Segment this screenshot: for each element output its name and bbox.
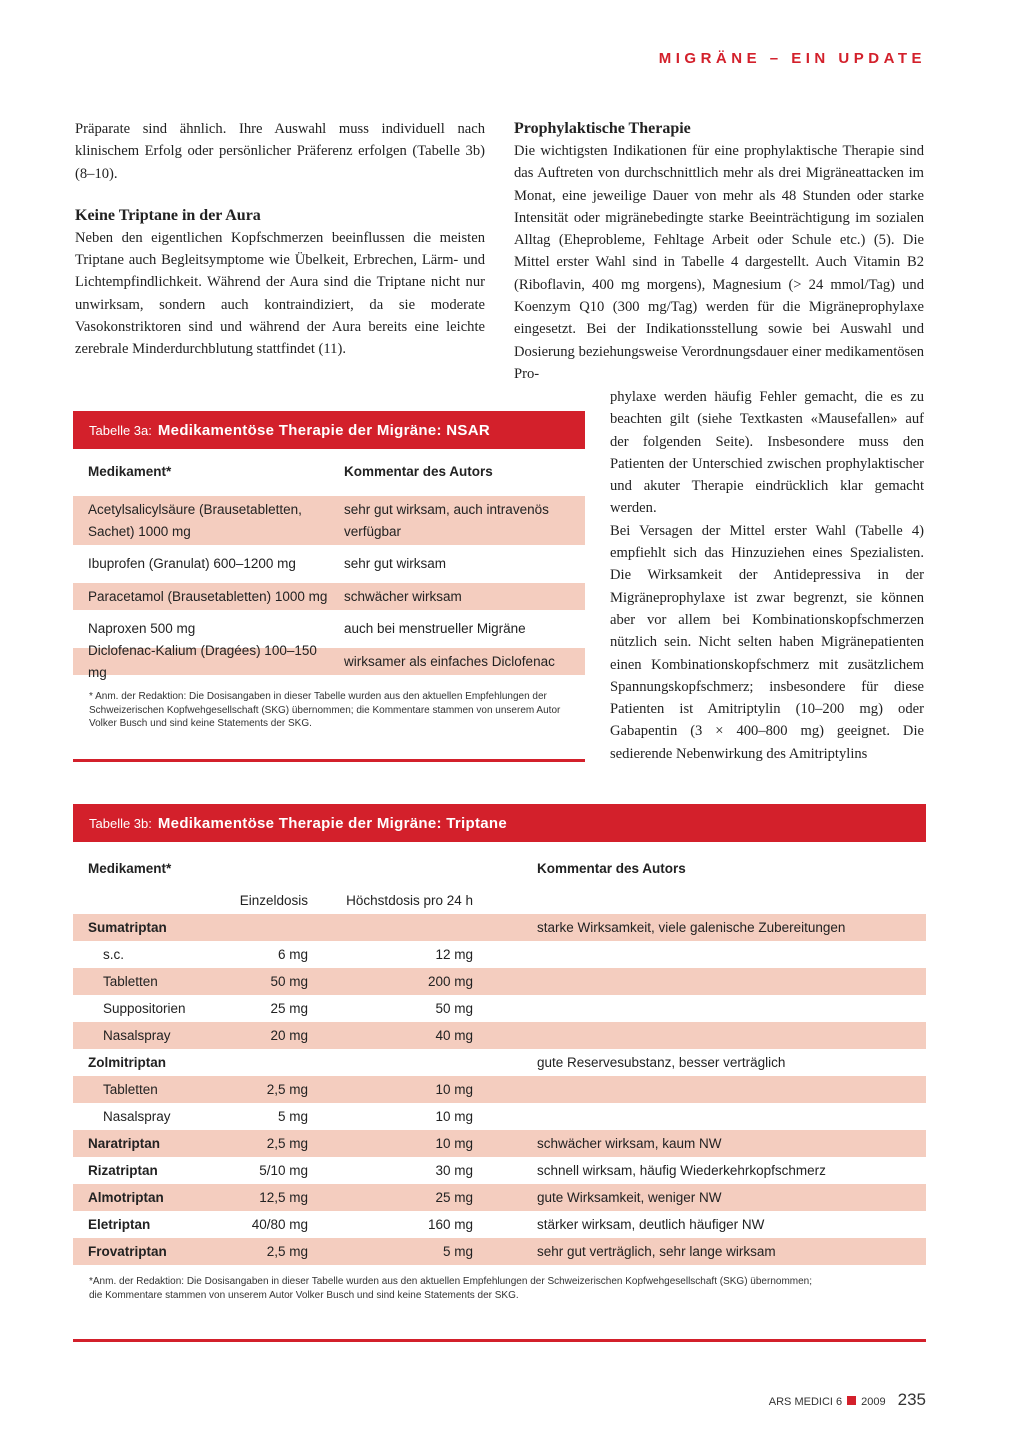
table-cell-comment: gute Reservesubstanz, besser verträglich [537,1055,786,1070]
running-head: MIGRÄNE – EIN UPDATE [658,50,926,67]
table-cell-max-dose: 160 mg [427,1217,473,1232]
table-3b-header [73,804,926,842]
table-cell-name: Sumatriptan [88,920,167,935]
table-cell-single-dose: 2,5 mg [266,1244,308,1259]
table-cell-single-dose: 2,5 mg [266,1082,308,1097]
table-cell-med: Ibuprofen (Granulat) 600–1200 mg [88,556,296,571]
right-column-top [514,118,924,385]
table-cell-comment: schwächer wirksam, kaum NW [537,1136,722,1151]
page-footer [769,1390,926,1410]
table-cell-comment: gute Wirksamkeit, weniger NW [537,1190,722,1205]
table-cell-name: Frovatriptan [88,1244,167,1259]
table-cell-comment: sehr gut wirksam [344,556,447,571]
table-cell-max-dose: 10 mg [435,1082,473,1097]
table-cell-single-dose: 25 mg [270,1001,308,1016]
table-cell-comment: sehr gut verträglich, sehr lange wirksam [537,1244,776,1259]
table-row [73,968,926,995]
table-row [73,1076,926,1103]
table-cell-med: Diclofenac-Kalium (Dragées) 100–150 mg [88,642,317,680]
table-cell-med: Paracetamol (Brausetabletten) 1000 mg [88,588,328,604]
table-3b-footnote-line-1: *Anm. der Redaktion: Die Dosisangaben in dieser Tabelle wurden aus den aktuellen Empfehlungen der Schweizerischen Kopfwehgesellschaft (SKG) übernommen; [89,1276,813,1287]
table-3a-title: Medikamentöse Therapie der Migräne: NSAR [157,421,490,439]
right-paragraph-1b: phylaxe werden häufig Fehler gemacht, die es zu beachten gilt (siehe Textkasten «Mausefallen» auf der folgenden Seite). Insbesondere muss den Patienten der Unterschied zwischen prophylaktischer und akuter Therapie eindrücklich klar gemacht werden. [610,389,924,517]
table-row [73,1103,926,1130]
table-row [73,1157,926,1184]
table-cell-single-dose: 5/10 mg [259,1163,308,1178]
table-cell-name: s.c. [103,947,125,962]
table-row [73,1049,926,1076]
table-row [73,941,926,968]
table-3a [73,449,585,731]
table-row [73,1184,926,1211]
table-3a-footnote: * Anm. der Redaktion: Die Dosisangaben in dieser Tabelle wurden aus den aktuellen Empfehlungen der Schweizerischen Kopfwehgesellschaft (SKG) übernommen; die Kommentare stammen von unserem Autor Volker Busch und sind keine Statements der SKG. [89,691,561,729]
table-cell-med: Acetylsalicylsäure (Brausetabletten, Sachet) 1000 mg [88,501,302,539]
table-3a-bottom-rule [73,759,585,762]
table-cell-max-dose: 12 mg [435,947,473,962]
table-3b-col-hoechstdosis: Höchstdosis pro 24 h [346,893,473,908]
table-row [73,583,585,611]
table-3b-footnote-line-2: die Kommentare stammen von unserem Autor Volker Busch und sind keine Statements der SKG. [89,1290,519,1301]
table-cell-name: Eletriptan [88,1217,151,1232]
table-3a-col-medikament: Medikament* [88,464,172,479]
table-cell-max-dose: 25 mg [435,1190,473,1205]
right-paragraph-1: Die wichtigsten Indikationen für eine prophylaktische Therapie sind das Auftreten von durchschnittlich mehr als drei Migräneattacken im Monat, eine jeweilige Dauer von mehr als 48 Stunden oder starke Intensität oder migränebedingte starke Beeinträchtigung im sozialen Alltag (Eheprobleme, Fehltage Arbeit oder Schule etc.) (5). Die Mittel erster Wahl sind in Tabelle 4 dargestellt. Auch Vitamin B2 (Riboflavin, 400 mg morgens), Magnesium (> 24 mmol/Tag) und Koenzym Q10 (300 mg/Tag) werden für die Migräneprophylaxe eingesetzt. Bei der Indikationsstellung sowie bei Auswahl und Dosierung beziehungsweise Verordnungsdauer einer medikamentösen Pro- [514,143,924,382]
section-heading-prophylaxis: Prophylaktische Therapie [514,120,691,137]
table-3b [73,842,926,1303]
footer-journal: ARS MEDICI 6 [768,1396,843,1408]
table-cell-single-dose: 40/80 mg [251,1217,308,1232]
page-number: 235 [897,1390,926,1409]
table-row [73,1211,926,1238]
footer-year: 2009 [861,1396,886,1408]
right-column-wrap [610,386,924,765]
table-cell-name: Rizatriptan [88,1163,158,1178]
table-cell-single-dose: 50 mg [270,974,308,989]
table-cell-name: Nasalspray [103,1109,171,1124]
left-paragraph-1: Präparate sind ähnlich. Ihre Auswahl muss individuell nach klinischem Erfolg oder persönlicher Präferenz erfolgen (Tabelle 3b) (8–10). [75,121,485,182]
table-cell-name: Zolmitriptan [88,1055,166,1070]
left-column [75,118,485,361]
table-row [73,995,926,1022]
table-cell-name: Tabletten [103,974,158,989]
table-row [73,1022,926,1049]
table-cell-max-dose: 10 mg [435,1109,473,1124]
table-cell-name: Suppositorien [103,1001,186,1016]
table-row [73,1130,926,1157]
table-cell-single-dose: 6 mg [277,947,308,962]
right-paragraph-2: Bei Versagen der Mittel erster Wahl (Tabelle 4) empfiehlt sich das Hinzuziehen eines Spezialisten. Die Wirksamkeit der Antidepressiva in der Migräneprophylaxe ist zwar begrenzt, sie können aber vor allem bei Kombinationskopfschmerzen nützlich sein. Nicht selten haben Migränepatienten einen Kombinationskopfschmerz mit zusätzlichem Spannungskopfschmerz; insbesondere für diese Patienten ist Amitriptylin (10–200 mg) oder Gabapentin (3 × 400–800 mg) geeignet. Die sedierende Nebenwirkung des Amitriptylins [610,522,924,762]
table-3b-dose-headers [73,878,926,914]
table-cell-single-dose: 5 mg [277,1109,308,1124]
table-cell-name: Naratriptan [88,1136,161,1151]
table-cell-name: Nasalspray [103,1028,171,1043]
table-3b-col-medikament: Medikament* [88,861,172,876]
table-row [73,642,585,680]
table-cell-comment: stärker wirksam, deutlich häufiger NW [537,1217,765,1232]
table-cell-comment: schwächer wirksam [344,588,462,604]
table-3a-column-headers [73,449,585,496]
table-cell-max-dose: 40 mg [435,1028,473,1043]
table-3b-label: Tabelle 3b: [89,815,152,831]
table-row [73,1238,926,1265]
table-3b-footnote [73,1265,926,1303]
table-cell-max-dose: 10 mg [435,1136,473,1151]
table-cell-name: Almotriptan [88,1190,164,1205]
table-cell-max-dose: 5 mg [442,1244,473,1259]
left-paragraph-2: Neben den eigentlichen Kopfschmerzen beeinflussen die meisten Triptane auch Begleitsymptome wie Übelkeit, Erbrechen, Lärm- und Lichtempfindlichkeit. Während der Aura sind die Triptane nicht nur unwirksam, sondern auch kontraindiziert, da sie moderate Vasokonstriktoren sind und während der Aura bereits eine leichte zerebrale Minderdurchblutung stattfindet (11). [75,229,485,358]
table-cell-max-dose: 30 mg [435,1163,473,1178]
table-cell-max-dose: 200 mg [427,974,473,989]
table-3b-title: Medikamentöse Therapie der Migräne: Triptane [157,814,508,832]
table-cell-single-dose: 20 mg [270,1028,308,1043]
table-cell-comment: sehr gut wirksam, auch intravenös verfügbar [344,501,549,539]
table-cell-comment: auch bei menstrueller Migräne [344,621,526,636]
table-3a-header [73,411,585,449]
table-cell-single-dose: 12,5 mg [259,1190,308,1205]
table-cell-med: Naproxen 500 mg [88,621,196,636]
table-cell-single-dose: 2,5 mg [266,1136,308,1151]
table-cell-name: Tabletten [103,1082,158,1097]
table-row [73,546,585,583]
table-3b-col-kommentar: Kommentar des Autors [537,861,686,876]
table-cell-max-dose: 50 mg [435,1001,473,1016]
table-cell-comment: starke Wirksamkeit, viele galenische Zubereitungen [537,920,846,935]
footer-square-icon [847,1396,856,1405]
section-heading-aura: Keine Triptane in der Aura [75,206,261,224]
table-3b-bottom-rule [73,1339,926,1342]
table-3b-body [73,914,926,1265]
table-3b-column-headers [73,842,926,878]
table-3b-col-einzeldosis: Einzeldosis [239,893,308,908]
table-cell-comment: schnell wirksam, häufig Wiederkehrkopfschmerz [537,1163,826,1178]
table-3a-col-kommentar: Kommentar des Autors [344,464,493,479]
table-3a-label: Tabelle 3a: [89,422,152,438]
table-row [73,496,585,546]
table-cell-comment: wirksamer als einfaches Diclofenac [344,653,555,669]
table-row [73,914,926,941]
